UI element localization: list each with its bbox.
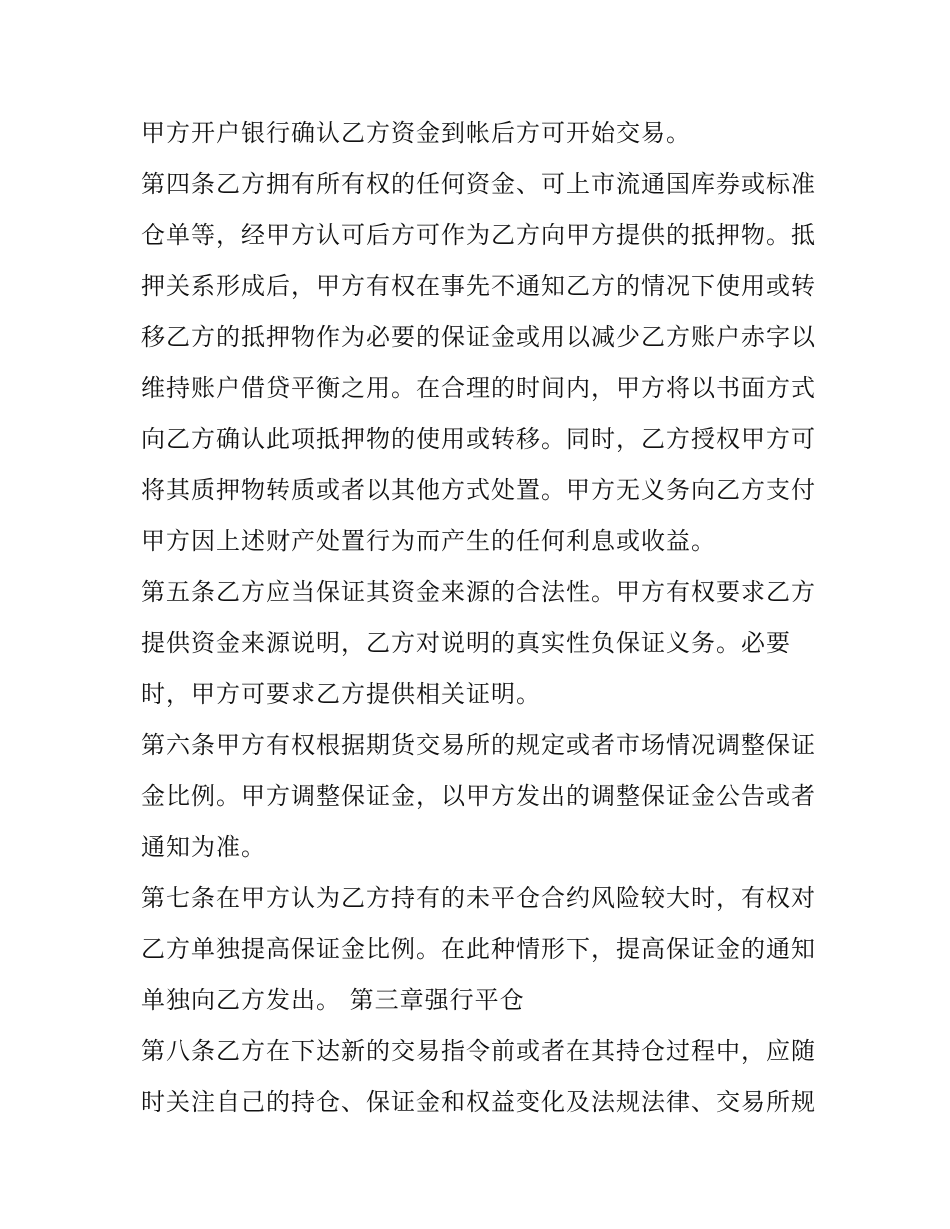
text-line: 第六条甲方有权根据期货交易所的规定或者市场情况调整保证 bbox=[141, 731, 816, 759]
text-line: 维持账户借贷平衡之用。在合理的时间内，甲方将以书面方式 bbox=[141, 374, 816, 402]
text-line: 向乙方确认此项抵押物的使用或转移。同时，乙方授权甲方可 bbox=[141, 425, 816, 453]
text-line: 时，甲方可要求乙方提供相关证明。 bbox=[141, 680, 541, 708]
text-line: 时关注自己的持仓、保证金和权益变化及法规法律、交易所规 bbox=[141, 1088, 816, 1116]
text-line: 移乙方的抵押物作为必要的保证金或用以减少乙方账户赤字以 bbox=[141, 323, 816, 351]
text-line: 将其质押物转质或者以其他方式处置。甲方无义务向乙方支付 bbox=[141, 476, 816, 504]
text-line: 乙方单独提高保证金比例。在此种情形下，提高保证金的通知 bbox=[141, 935, 816, 963]
text-line: 金比例。甲方调整保证金，以甲方发出的调整保证金公告或者 bbox=[141, 782, 816, 810]
text-line: 通知为准。 bbox=[141, 833, 266, 861]
text-line: 甲方因上述财产处置行为而产生的任何利息或收益。 bbox=[141, 527, 716, 555]
text-line: 单独向乙方发出。 第三章强行平仓 bbox=[141, 986, 525, 1014]
text-line: 第四条乙方拥有所有权的任何资金、可上市流通国库券或标准 bbox=[141, 170, 816, 198]
text-line: 甲方开户银行确认乙方资金到帐后方可开始交易。 bbox=[141, 119, 691, 147]
text-line: 第七条在甲方认为乙方持有的未平仓合约风险较大时，有权对 bbox=[141, 884, 816, 912]
text-line: 仓单等，经甲方认可后方可作为乙方向甲方提供的抵押物。抵 bbox=[141, 221, 816, 249]
text-line: 提供资金来源说明，乙方对说明的真实性负保证义务。必要 bbox=[141, 629, 791, 657]
text-line: 第八条乙方在下达新的交易指令前或者在其持仓过程中，应随 bbox=[141, 1037, 816, 1065]
text-line: 押关系形成后，甲方有权在事先不通知乙方的情况下使用或转 bbox=[141, 272, 816, 300]
text-line: 第五条乙方应当保证其资金来源的合法性。甲方有权要求乙方 bbox=[141, 578, 816, 606]
document-body bbox=[141, 108, 821, 1128]
